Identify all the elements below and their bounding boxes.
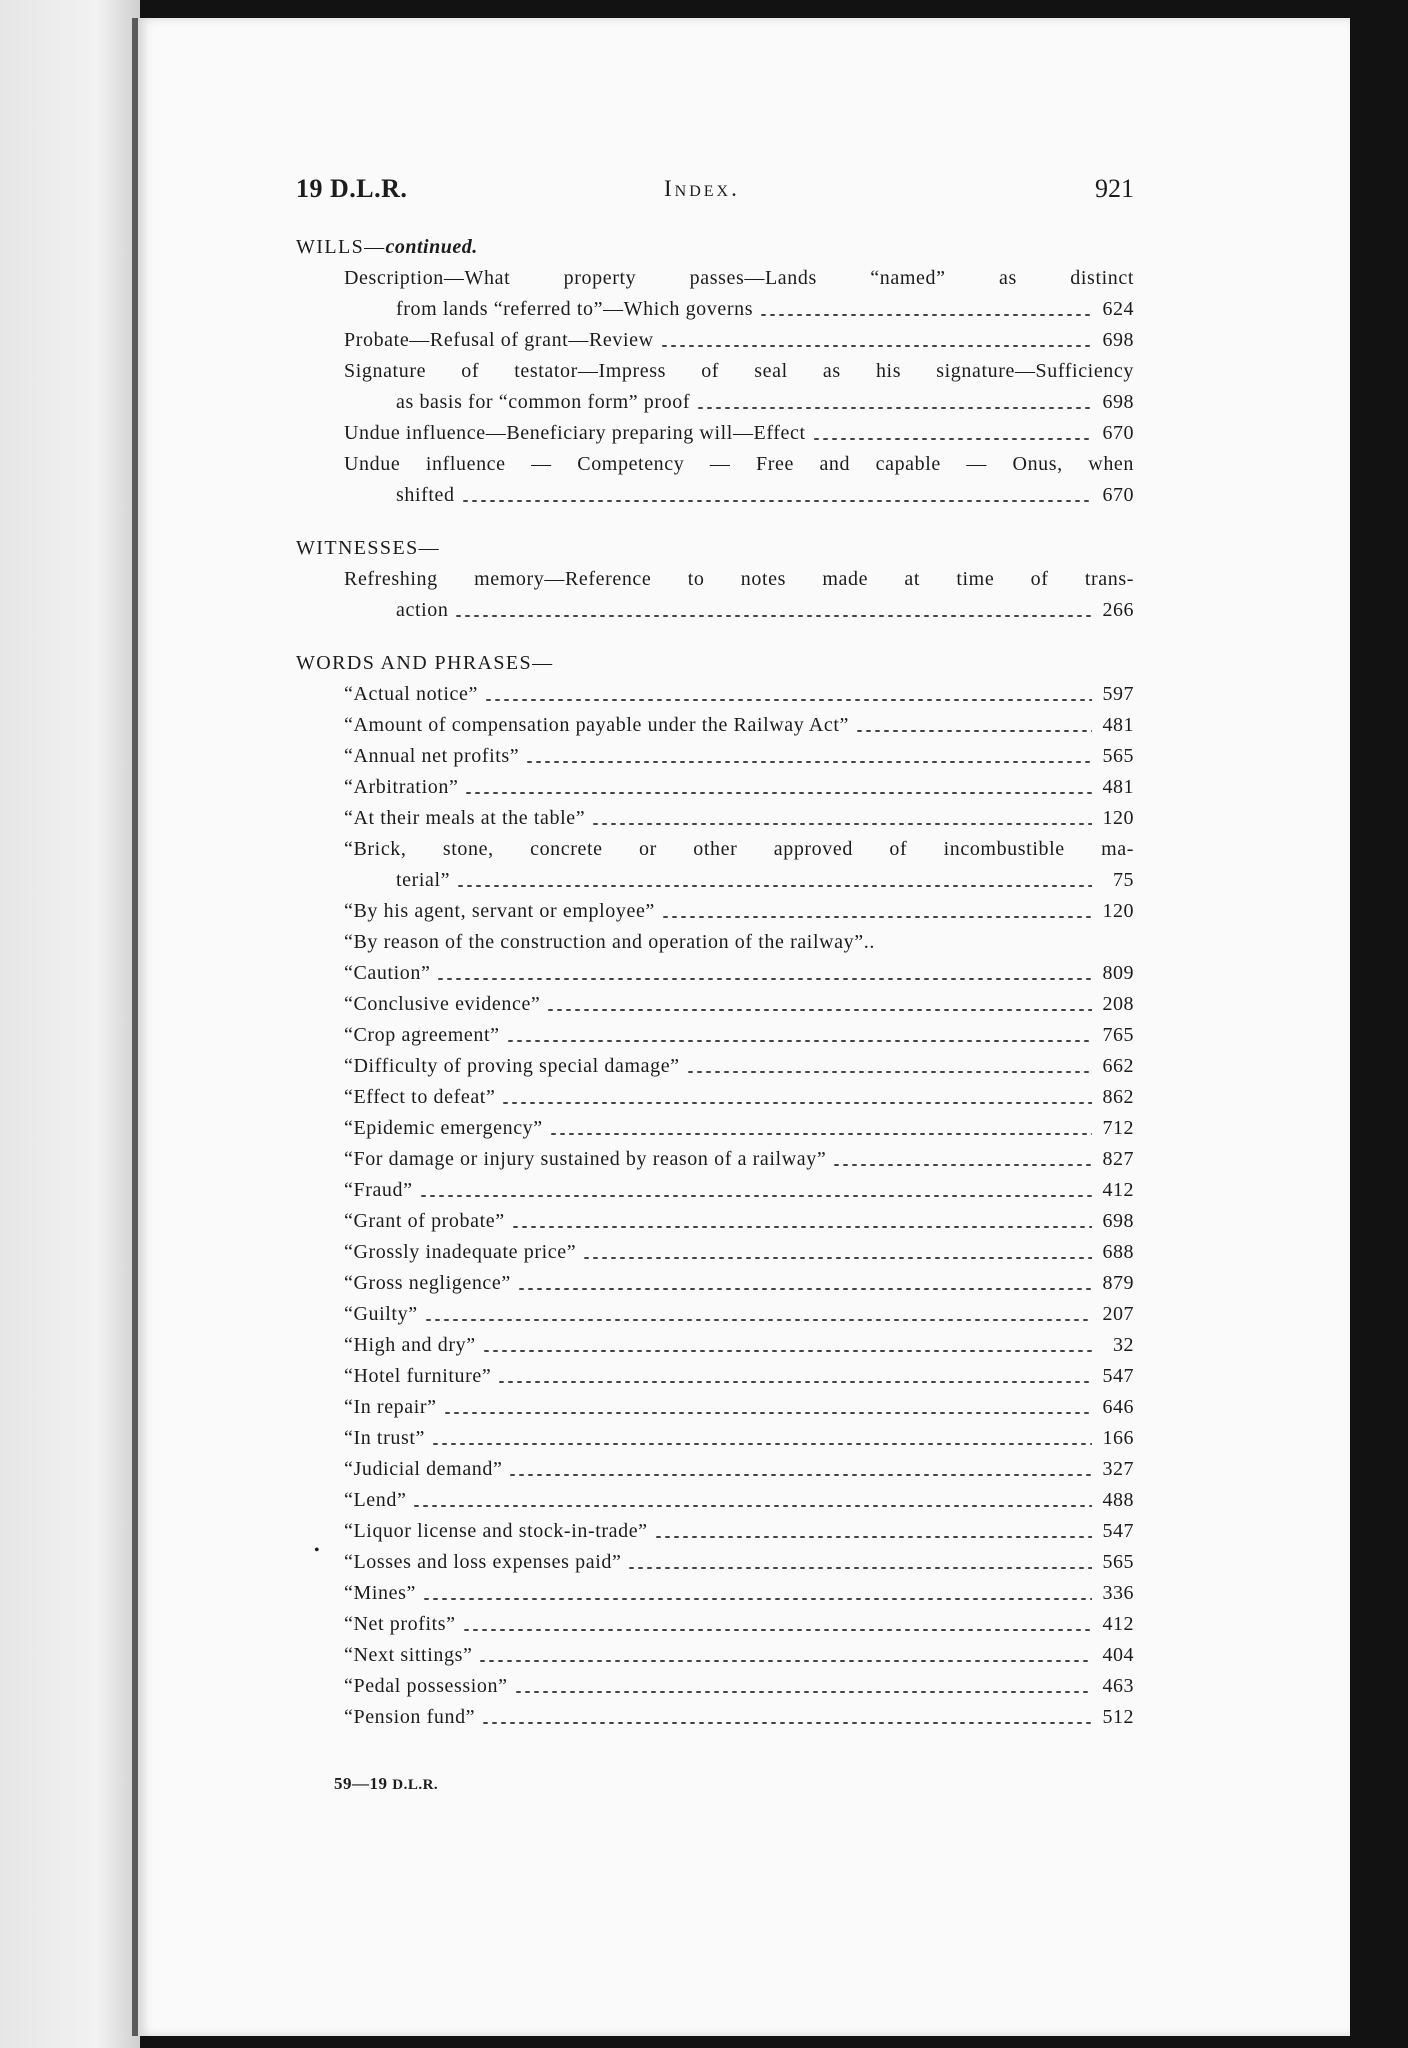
- page-reference: 481: [1102, 776, 1134, 798]
- dot-leader: [424, 1319, 1092, 1321]
- entry-line: [344, 927, 1134, 958]
- entry-line: [344, 1454, 1134, 1485]
- entry-text: “Crop agreement”: [344, 1024, 500, 1046]
- witnesses-entries: [296, 564, 1134, 626]
- index-entry: [296, 1609, 1134, 1640]
- entry-line: [344, 387, 1134, 418]
- index-entry: [296, 1330, 1134, 1361]
- page-reference: 166: [1102, 1427, 1134, 1449]
- dot-leader: [525, 761, 1092, 763]
- entry-text: “Annual net profits”: [344, 745, 520, 767]
- page-content: [296, 170, 1134, 1733]
- entry-text: “By reason of the construction and operation of the railway”..: [344, 931, 875, 953]
- entry-line: [344, 679, 1134, 710]
- entry-text: “Lend”: [344, 1489, 407, 1511]
- page-reference: 698: [1102, 329, 1134, 351]
- index-entry: [296, 449, 1134, 511]
- entry-line: [344, 1361, 1134, 1392]
- dot-leader: [661, 916, 1092, 918]
- page-number: 921: [1095, 174, 1134, 203]
- dot-leader: [456, 885, 1092, 887]
- index-entry: [296, 1671, 1134, 1702]
- dot-leader: [506, 1040, 1092, 1042]
- dot-leader: [419, 1195, 1092, 1197]
- dot-leader: [422, 1598, 1092, 1600]
- entry-text: “Judicial demand”: [344, 1458, 503, 1480]
- page-reference: 120: [1102, 807, 1134, 829]
- entry-line: [344, 1516, 1134, 1547]
- dot-leader: [627, 1567, 1092, 1569]
- page-reference: 624: [1102, 298, 1134, 320]
- entry-line: [344, 1020, 1134, 1051]
- entry-line: [344, 325, 1134, 356]
- entry-line: [344, 1392, 1134, 1423]
- index-entry: [296, 741, 1134, 772]
- entry-text: “Fraud”: [344, 1179, 413, 1201]
- entry-text: action: [396, 599, 449, 621]
- entry-text: “Guilty”: [344, 1303, 418, 1325]
- entry-text: “Liquor license and stock-in-trade”: [344, 1520, 648, 1542]
- entry-text: “Effect to defeat”: [344, 1086, 496, 1108]
- page-reference: 208: [1102, 993, 1134, 1015]
- dot-leader: [511, 1226, 1092, 1228]
- index-entry: [296, 958, 1134, 989]
- entry-text: “Conclusive evidence”: [344, 993, 541, 1015]
- entry-line: [344, 1640, 1134, 1671]
- entry-line: [344, 1671, 1134, 1702]
- index-entry: [296, 927, 1134, 958]
- page-reference: 565: [1102, 745, 1134, 767]
- page-reference: 488: [1102, 1489, 1134, 1511]
- page-reference: 463: [1102, 1675, 1134, 1697]
- dot-leader: [654, 1536, 1092, 1538]
- entry-text: “Grant of probate”: [344, 1210, 505, 1232]
- dot-leader: [462, 1629, 1092, 1631]
- entry-line: [344, 1144, 1134, 1175]
- entry-text: “Hotel furniture”: [344, 1365, 492, 1387]
- entry-line: [344, 480, 1134, 511]
- dot-leader: [482, 1350, 1092, 1352]
- index-entry: [296, 1144, 1134, 1175]
- entry-line: [344, 958, 1134, 989]
- entry-text: as basis for “common form” proof: [396, 391, 691, 413]
- page-reference: 646: [1102, 1396, 1134, 1418]
- entry-line: [344, 865, 1134, 896]
- page-reference: 32: [1113, 1334, 1134, 1356]
- page-reference: 404: [1102, 1644, 1134, 1666]
- section-heading-witnesses: WITNESSES—: [296, 537, 440, 559]
- index-entry: [296, 1237, 1134, 1268]
- entry-line: [344, 1175, 1134, 1206]
- entry-line: [344, 1082, 1134, 1113]
- page-reference: 266: [1102, 599, 1134, 621]
- entry-line: [344, 418, 1134, 449]
- previous-page-edge: [0, 0, 140, 2048]
- volume-label: 19 D.L.R.: [296, 174, 408, 203]
- dot-leader: [582, 1257, 1092, 1259]
- index-entry: [296, 1020, 1134, 1051]
- dot-leader: [514, 1691, 1092, 1693]
- dot-leader: [508, 1474, 1092, 1476]
- index-entry: [296, 1640, 1134, 1671]
- page-reference: 75: [1113, 869, 1134, 891]
- page-reference: 698: [1102, 391, 1134, 413]
- index-entry: [296, 1702, 1134, 1733]
- dot-leader: [484, 699, 1092, 701]
- entry-text-line: “Brick, stone, concrete or other approved of incombustible ma-: [344, 838, 1134, 860]
- entry-line: [344, 1113, 1134, 1144]
- index-entry: [296, 1454, 1134, 1485]
- page-reference: 597: [1102, 683, 1134, 705]
- page-reference: 207: [1102, 1303, 1134, 1325]
- entry-text: “Net profits”: [344, 1613, 456, 1635]
- page-reference: 712: [1102, 1117, 1134, 1139]
- dot-leader: [478, 1660, 1092, 1662]
- index-entry: [296, 1113, 1134, 1144]
- dot-leader: [461, 500, 1092, 502]
- index-entry: [296, 1547, 1134, 1578]
- dot-leader: [855, 730, 1092, 732]
- entry-text: “At their meals at the table”: [344, 807, 586, 829]
- entry-line: [344, 1268, 1134, 1299]
- entry-line: [344, 1423, 1134, 1454]
- page-reference: 698: [1102, 1210, 1134, 1232]
- entry-line: [344, 989, 1134, 1020]
- index-entry: [296, 1299, 1134, 1330]
- page-reference: 662: [1102, 1055, 1134, 1077]
- entry-line: [344, 1547, 1134, 1578]
- continued-label: continued.: [385, 236, 478, 258]
- entry-text: “Caution”: [344, 962, 431, 984]
- page-reference: 765: [1102, 1024, 1134, 1046]
- entry-line: [344, 1485, 1134, 1516]
- dot-leader: [412, 1505, 1092, 1507]
- page-reference: 547: [1102, 1520, 1134, 1542]
- entry-line: [344, 1578, 1134, 1609]
- dot-leader: [660, 345, 1092, 347]
- index-entry: [296, 1082, 1134, 1113]
- entry-text: “For damage or injury sustained by reason of a railway”: [344, 1148, 827, 1170]
- entry-text: “In trust”: [344, 1427, 425, 1449]
- page-reference: 336: [1102, 1582, 1134, 1604]
- page-reference: 670: [1102, 422, 1134, 444]
- entry-line: [344, 1702, 1134, 1733]
- entry-line: [344, 1051, 1134, 1082]
- index-entry: [296, 1578, 1134, 1609]
- dot-leader: [481, 1722, 1092, 1724]
- entry-text: “High and dry”: [344, 1334, 476, 1356]
- page-reference: 688: [1102, 1241, 1134, 1263]
- entry-text: Probate—Refusal of grant—Review: [344, 329, 654, 351]
- page-title: Index.: [664, 176, 740, 201]
- signature-number: 59—19: [334, 1774, 388, 1793]
- entry-text: “In repair”: [344, 1396, 437, 1418]
- entry-text: terial”: [396, 869, 451, 891]
- entry-line: [344, 803, 1134, 834]
- entry-line: [344, 1206, 1134, 1237]
- dot-leader: [832, 1164, 1092, 1166]
- page-reference: 862: [1102, 1086, 1134, 1108]
- entry-text-line: Undue influence — Competency — Free and capable — Onus, when: [344, 453, 1134, 475]
- page-reference: 827: [1102, 1148, 1134, 1170]
- dot-leader: [431, 1443, 1092, 1445]
- dot-leader: [591, 823, 1092, 825]
- entry-text: “Pension fund”: [344, 1706, 476, 1728]
- entry-text: “Next sittings”: [344, 1644, 473, 1666]
- page-reference: 547: [1102, 1365, 1134, 1387]
- entry-line: [344, 1609, 1134, 1640]
- index-entry: [296, 1361, 1134, 1392]
- dot-leader: [517, 1288, 1092, 1290]
- dot-leader: [454, 615, 1092, 617]
- index-entry: [296, 834, 1134, 896]
- index-entry: [296, 263, 1134, 325]
- entry-line: [344, 710, 1134, 741]
- entry-text-line: Signature of testator—Impress of seal as his signature—Sufficiency: [344, 360, 1134, 382]
- index-entry: [296, 564, 1134, 626]
- dot-leader: [759, 314, 1092, 316]
- index-entry: [296, 1268, 1134, 1299]
- entry-text: “Pedal possession”: [344, 1675, 508, 1697]
- entry-line: [344, 595, 1134, 626]
- index-entry: [296, 1485, 1134, 1516]
- dot-leader: [501, 1102, 1092, 1104]
- page-reference: 565: [1102, 1551, 1134, 1573]
- index-entry: [296, 710, 1134, 741]
- dot-leader: [464, 792, 1092, 794]
- signature-mark: [334, 1774, 438, 1794]
- entry-line: [344, 1330, 1134, 1361]
- entry-text: Undue influence—Beneficiary preparing will—Effect: [344, 422, 806, 444]
- entry-text: “Difficulty of proving special damage”: [344, 1055, 680, 1077]
- words-and-phrases-entries: [296, 679, 1134, 1733]
- index-entry: [296, 803, 1134, 834]
- entry-line: [344, 1237, 1134, 1268]
- index-entry: [296, 325, 1134, 356]
- entry-text: “Mines”: [344, 1582, 416, 1604]
- index-entry: [296, 418, 1134, 449]
- index-entry: [296, 1175, 1134, 1206]
- entry-text: “By his agent, servant or employee”: [344, 900, 655, 922]
- entry-text: “Gross negligence”: [344, 1272, 511, 1294]
- index-entry: [296, 1423, 1134, 1454]
- page-reference: 412: [1102, 1179, 1134, 1201]
- page-reference: 481: [1102, 714, 1134, 736]
- entry-line: [344, 1299, 1134, 1330]
- index-entry: [296, 1206, 1134, 1237]
- entry-text-line: Refreshing memory—Reference to notes made at time of trans-: [344, 568, 1134, 590]
- section-heading-words-and-phrases: WORDS AND PHRASES—: [296, 652, 554, 674]
- index-entry: [296, 356, 1134, 418]
- entry-text: “Epidemic emergency”: [344, 1117, 543, 1139]
- entry-text: “Actual notice”: [344, 683, 478, 705]
- entry-text: “Arbitration”: [344, 776, 459, 798]
- entry-text: from lands “referred to”—Which governs: [396, 298, 754, 320]
- page-reference: 512: [1102, 1706, 1134, 1728]
- entry-text: “Amount of compensation payable under the Railway Act”: [344, 714, 850, 736]
- index-entry: [296, 1392, 1134, 1423]
- entry-line: [344, 294, 1134, 325]
- entry-text: “Losses and loss expenses paid”: [344, 1551, 622, 1573]
- entry-text: shifted: [396, 484, 455, 506]
- dot-leader: [549, 1133, 1092, 1135]
- page-reference: 670: [1102, 484, 1134, 506]
- index-entry: [296, 989, 1134, 1020]
- index-entry: [296, 772, 1134, 803]
- entry-text-line: Description—What property passes—Lands “named” as distinct: [344, 267, 1134, 289]
- page-reference: 809: [1102, 962, 1134, 984]
- entry-text: “Grossly inadequate price”: [344, 1241, 577, 1263]
- stray-mark: •: [314, 1542, 320, 1559]
- page-reference: 120: [1102, 900, 1134, 922]
- index-entry: [296, 1051, 1134, 1082]
- index-entry: [296, 1516, 1134, 1547]
- heading-text: WILLS—: [296, 236, 386, 258]
- section-heading-wills: [296, 232, 1134, 263]
- index-entry: [296, 896, 1134, 927]
- page-reference: 412: [1102, 1613, 1134, 1635]
- running-head: [296, 170, 1134, 210]
- dot-leader: [443, 1412, 1092, 1414]
- entry-line: [344, 741, 1134, 772]
- dot-leader: [497, 1381, 1092, 1383]
- dot-leader: [546, 1009, 1092, 1011]
- dot-leader: [812, 438, 1092, 440]
- dot-leader: [696, 407, 1092, 409]
- wills-entries: [296, 263, 1134, 511]
- index-entry: [296, 679, 1134, 710]
- dot-leader: [686, 1071, 1092, 1073]
- entry-line: [344, 772, 1134, 803]
- signature-abbrev: D.L.R.: [392, 1777, 439, 1793]
- entry-line: [344, 896, 1134, 927]
- dot-leader: [436, 978, 1092, 980]
- page-reference: 327: [1102, 1458, 1134, 1480]
- page-reference: 879: [1102, 1272, 1134, 1294]
